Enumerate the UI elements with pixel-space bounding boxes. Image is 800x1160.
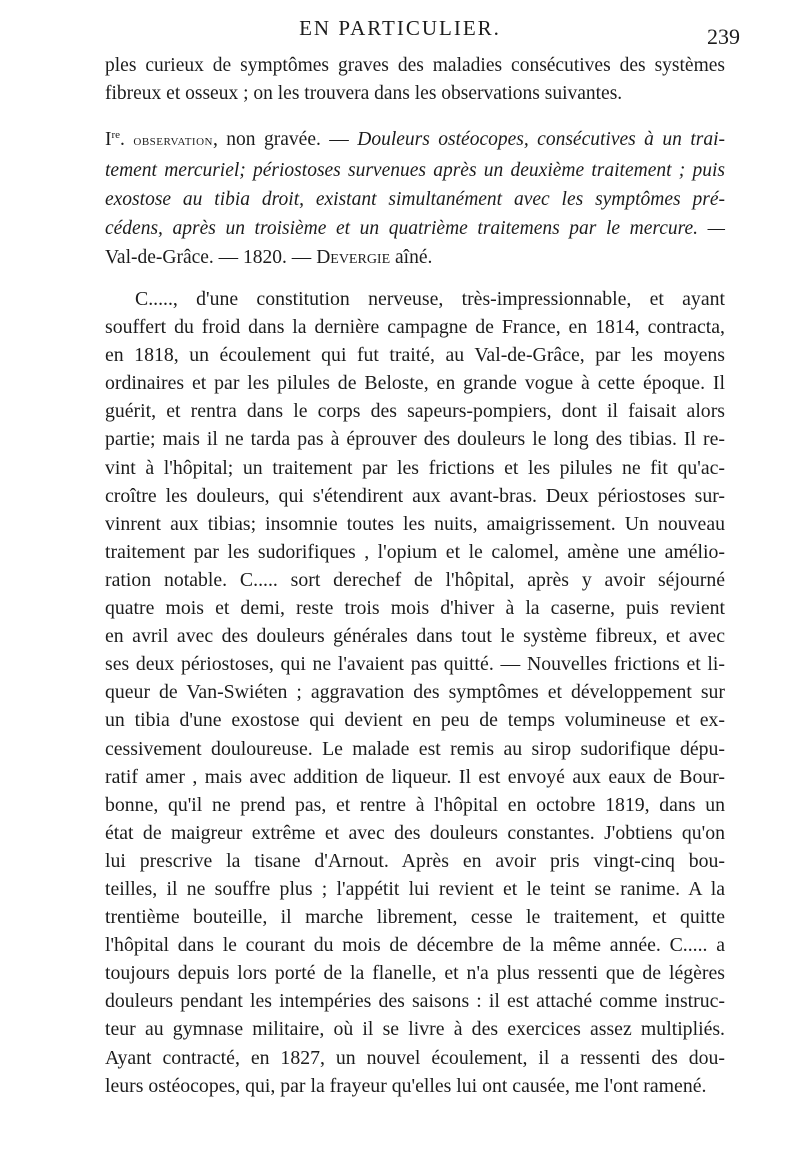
text-line: ratif amer , mais avec addition de liqueur. Il est envoyé aux eaux de Bour- bbox=[105, 765, 725, 788]
text-line: lui prescrive la tisane d'Arnout. Après en avoir pris vingt-cinq bou- bbox=[105, 849, 725, 872]
text-line: ration notable. C..... sort derechef de l'hôpital, après y avoir séjourné bbox=[105, 568, 725, 591]
running-head bbox=[0, 14, 800, 48]
observation-place-date: Val-de-Grâce. — 1820. — bbox=[105, 247, 312, 268]
observation-author-suffix: aîné. bbox=[390, 247, 433, 268]
text-line: vinrent aux tibias; insomnie toutes les nuits, amaigrissement. Un nouveau bbox=[105, 512, 725, 535]
text-line: C....., d'une constitution nerveuse, très-impressionnable, et ayant bbox=[135, 288, 725, 310]
text-line: fibreux et osseux ; on les trouvera dans les observations suivantes. bbox=[105, 83, 623, 105]
text-line: cessivement douloureuse. Le malade est remis au sirop sudorifique dépu- bbox=[105, 737, 725, 760]
observation-heading bbox=[105, 121, 725, 272]
text-line: trentième bouteille, il marche librement, cesse le traitement, et quitte bbox=[105, 906, 725, 929]
text-line: souffert du froid dans la dernière campagne de France, en 1814, contracta, bbox=[105, 316, 725, 339]
text-line: douleurs pendant les intempéries des saisons : il est attaché comme instruc- bbox=[105, 990, 725, 1013]
observation-summary: Douleurs ostéocopes, consécutives à un trai- bbox=[357, 129, 725, 150]
text-line: tement mercuriel; périostoses survenues après un deuxième traitement ; puis bbox=[105, 160, 725, 181]
running-title: EN PARTICULIER. bbox=[299, 16, 501, 40]
text-line: teilles, il ne souffre plus ; l'appétit lui revient et le teint se ranime. A la bbox=[105, 877, 725, 900]
text-line: vint à l'hôpital; un traitement par les frictions et les pilules ne fit qu'ac- bbox=[105, 456, 725, 479]
observation-author: Devergie bbox=[316, 247, 391, 268]
text-line: traitement par les sudorifiques , l'opium et le calomel, amène une amélio- bbox=[105, 540, 725, 563]
text-line: toujours depuis lors porté de la flanelle, et n'a plus ressenti que de légères bbox=[105, 962, 725, 985]
text-line: teur au gymnase militaire, où il se livre à des exercices assez multipliés. bbox=[105, 1018, 725, 1041]
text-line: ples curieux de symptômes graves des maladies consécutives des systèmes bbox=[105, 55, 725, 76]
text-line: bonne, qu'il ne prend pas, et rentre à l'hôpital en octobre 1819, dans un bbox=[105, 793, 725, 816]
text-line: partie; mais il ne tarda pas à éprouver des douleurs le long des tibias. Il re- bbox=[105, 428, 725, 451]
text-line: état de maigreur extrême et avec des douleurs constantes. J'obtiens qu'on bbox=[105, 821, 725, 844]
page-number: 239 bbox=[707, 24, 740, 49]
observation-gravity: , non gravée. — bbox=[212, 129, 349, 150]
text-line: Ayant contracté, en 1827, un nouvel écoulement, il a ressenti des dou- bbox=[105, 1046, 725, 1069]
text-line: en avril avec des douleurs générales dans tout le système fibreux, et avec bbox=[105, 625, 725, 648]
text-line: guérit, et rentra dans le corps des sapeurs-pompiers, dont il faisait alors bbox=[105, 400, 725, 423]
text-line: croître les douleurs, qui s'étendirent aux avant-bras. Deux périostoses sur- bbox=[105, 484, 725, 507]
text-line: cédens, après un troisième et un quatrième traitemens par le mercure. — bbox=[105, 218, 725, 239]
text-line: ses deux périostoses, qui ne l'avaient pas quitté. — Nouvelles frictions et li- bbox=[105, 653, 725, 676]
text-line: un tibia d'une exostose qui devient en peu de temps volumineuse et ex- bbox=[105, 709, 725, 732]
text-line: en 1818, un écoulement qui fut traité, au Val-de-Grâce, par les moyens bbox=[105, 344, 725, 367]
text-line bbox=[105, 121, 725, 156]
text-line: ordinaires et par les pilules de Beloste, en grande vogue à cette époque. Il bbox=[105, 372, 725, 395]
text-line: queur de Van-Swiéten ; aggravation des symptômes et développement sur bbox=[105, 681, 725, 704]
text-line: leurs ostéocopes, qui, par la frayeur qu'elles lui ont causée, me l'ont ramené. bbox=[105, 1074, 707, 1097]
case-narrative bbox=[105, 285, 725, 1100]
observation-number: Ire. bbox=[105, 129, 125, 150]
text-line bbox=[105, 243, 725, 272]
observation-label: observation bbox=[133, 133, 213, 149]
text-line: exostose au tibia droit, existant simultanément avec les symptômes pré- bbox=[105, 189, 725, 210]
intro-paragraph bbox=[105, 52, 725, 108]
text-line: l'hôpital dans le courant du mois de décembre de la même année. C..... a bbox=[105, 934, 725, 957]
text-line: quatre mois et demi, reste trois mois d'hiver à la caserne, puis revient bbox=[105, 597, 725, 620]
